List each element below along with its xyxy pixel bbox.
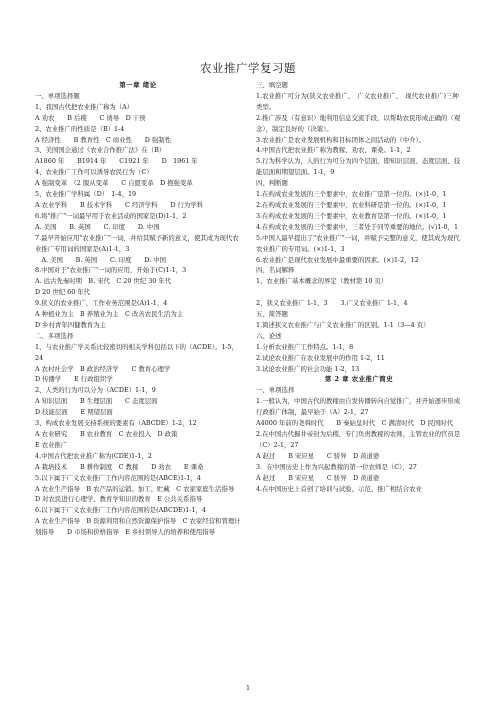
text-line: A1860 年 B1914 年 C1921 年 D 1961 年 xyxy=(35,157,198,166)
text-line: 5.行为科学认为，人的行为可分为四个层面，即知识层面、态度层面、技能层面和期望层面。1-1，9 xyxy=(256,157,461,177)
text-line: 一、单项选择题 xyxy=(35,91,80,100)
text-line: 2.推广涉及（有意识）地利用信息交流手段，以帮助农民形成正确的（观念），制定良好的（决策）。 xyxy=(256,113,461,133)
text-line: A 农业生产指导 B 农产品的运销、加工、贮藏 C 农家家庭生活指导 D 对农民进行心理学、教育学知识的教育 E 公共关系指导 xyxy=(35,484,248,504)
text-line: 2、狭义农业推广 1-1，3 3.广义农业推广 1-1，4 xyxy=(256,299,408,308)
text-line: A 知识层面 B 生理层面 C 态度层面 xyxy=(35,397,158,406)
text-line: A 农业生产指导 B 资源利用和自然资源保护指导 C 农家经营和管理计划指导 D 市场和价格指导 E 乡村领导人的培养和使用指导 xyxy=(35,517,241,537)
text-line: 5.中国人最早提出了"农业推广"一词，并赋予完整的意义，使其成为现代农业推广的专用词。(×)1-1，3 xyxy=(256,233,460,253)
text-line: A. 美国 B. 英国 C. 印度 D. 中国 xyxy=(35,255,166,264)
text-line: A 农业研究 B 农业教育 C 农业投入 D 政策 xyxy=(35,430,178,438)
text-line: 3、美国国会通过《农业合作推广法》在（B） xyxy=(35,146,166,155)
text-line: A. 远古先秦时期 B. 宋代 C 20 世纪 30 年代 xyxy=(35,277,172,286)
text-line: 1、与农业推广学关系比较密切的相关学科包括以下的（ACDE）。1-5，24 xyxy=(35,342,238,362)
text-line: 四、名词解释 xyxy=(256,266,295,275)
text-line: A 劝农 B 后稷 C 诱导 D 干预 xyxy=(35,113,146,122)
text-line: 1.在构成农业发展的三个要素中，农业推广是第一位的。(×)1-0，1 xyxy=(256,190,447,199)
text-line: A4000 年前的尧舜时代 B 秦始皇时代 C 满清时代 D 民国时代 xyxy=(256,419,454,428)
text-line: 4.在中国历史上首创了培训与试验、示范、推广相结合农业 xyxy=(256,484,422,493)
text-line xyxy=(256,287,462,298)
text-line: 7.最早开始应用"农业推广"一词，并给其赋予新的意义，使其成为现代农业推广专用词的国家是(A)1-1，3 xyxy=(35,233,239,253)
text-line: 2.在中国古代掘井帝封为后稷，专门负责教稼的农师，主管农业的官员是（C）2-1，27 xyxy=(256,429,461,449)
text-line: D 技能层面 E 期望层面 xyxy=(35,408,113,417)
text-line: 6.农业推广是现代农业发展中最重要的因素。(×)1-2，12 xyxy=(256,255,419,264)
text-line: 8.中国对于"农业推广"一词的应用，开始于(C)1-1，3 xyxy=(35,266,187,275)
text-line: 3.在构成农业发展的三个要素中，农业教育是第一位的。(×)1-0，1 xyxy=(256,211,447,220)
text-line: 1.简述狭义农业推广与广义农业推广的区别。1-1（3—4 页） xyxy=(256,320,430,329)
text-line: 9.狭义的农业推广，工作业务范围是(A)1-1，4 xyxy=(35,299,168,308)
text-line: A. 美国 B. 英国 C. 印度 D. 中国 xyxy=(35,222,160,231)
text-line: 3．在中国历史上作为兴起教稼的第一位农师是（C），27 xyxy=(256,462,417,471)
text-line: 1.一般认为，中国古代的教稼由自发传播转向自觉推广，并开始逐步形成行政推广体制，最早始于（A）2-1，27 xyxy=(256,397,461,417)
section-heading: 第一章 绪论 xyxy=(119,81,157,89)
text-line: 3、构成农业发展支持系统的要素有（ABCDE）1-2，12 xyxy=(35,419,197,428)
text-line: D 乡村青年四健教育为主 xyxy=(35,320,107,329)
text-line: 4.中国古代把农业推广称为(CDE)1-1，2 xyxy=(35,451,152,460)
text-line: 3.农业推广是农业发展机构和目标团体之间活动的（中介）。 xyxy=(256,135,426,144)
text-line: A 赵过 B 宋应星 C 骄异 D 黄道婆 xyxy=(256,473,380,482)
text-line: 四、判断题 xyxy=(256,179,288,188)
text-line: 6.以下属于广义农业推广工作内容范围的是(ABCDE)1-1，4 xyxy=(35,506,206,515)
page-number: 1 xyxy=(245,684,251,692)
text-line: 6.将"推广"一词最早用于农业活动的国家是(D)1-1，2 xyxy=(35,211,187,220)
text-line: A 农村社会学 B 政治经济学 C 教育心理学 xyxy=(35,364,171,373)
text-line: 4.在构成农业发展的三个要素中，三者处于同等重要的地位。(√)1-0，1 xyxy=(256,222,459,231)
text-line: 4.中国古代把农业推广称为教稼、劝农、课桑。1-1，2 xyxy=(256,146,411,155)
text-line: D 20 世纪 60 年代 xyxy=(35,288,91,297)
text-line: A 赵过 B 宋应星 C 骄异 D 黄道婆 xyxy=(256,451,380,460)
text-line: 2、农业推广的性质是（B）1-4 xyxy=(35,124,125,133)
text-line: A 经济性 B 教育性 C 商业性 D 强制性 xyxy=(35,135,172,144)
section-heading: 第 2 章 农业推广简史 xyxy=(324,375,394,384)
text-line: 3.试论农业推广的社会功能 1-2，13 xyxy=(256,364,360,373)
text-line: 五、简答题 xyxy=(256,310,288,319)
text-line: 2.在构成农业发展的三个要素中，农业科研是第一位的。(×)1-0，1 xyxy=(256,200,447,209)
page-title: 农业推广学复习题 xyxy=(200,61,296,75)
text-line: 1、农业推广基本概念的界定（教材第 10 页） xyxy=(256,277,388,286)
text-line: 1.农业推广可分为(狭义农业推广、 广义农业推广、 现代农业推广)三种类型。 xyxy=(256,91,459,111)
text-line: 二、多项选择 xyxy=(35,331,74,340)
left-column xyxy=(35,80,248,538)
text-line: 三、填空题 xyxy=(256,81,288,89)
text-line: 2、人类的行为可以分为（ACDE）1-1，9 xyxy=(35,386,156,395)
text-line: A 农业学科 B 技术学科 C 经济学科 D 行为学科 xyxy=(35,200,204,209)
text-line: A 强制变革 （2 服从变革 C 自愿变革 D 抱强变革 xyxy=(35,179,193,188)
text-line: 5.以下属于广义农业推广工作内容范围的是(ABCE)1-1，4 xyxy=(35,473,201,482)
text-line: 1.分析农业推广工作特点。1-1，8 xyxy=(256,342,354,351)
text-line: A 栽培技术 B 耕作制度 C 教稼 D 劝农 E 课桑 xyxy=(35,462,204,471)
text-line: D 传播学 E 行政组织学 xyxy=(35,375,113,384)
text-line: 2.试论农业推广在农业发展中的作用 1-2，11 xyxy=(256,353,385,362)
text-line: A 种植业为主 B 养殖业为主 C 改善农民生活为主 xyxy=(35,310,184,319)
text-line: 六、论述 xyxy=(256,331,282,340)
right-column xyxy=(256,80,462,494)
text-line: 5、农业推广学科属（D） 1-4、19 xyxy=(35,190,137,199)
text-line: 1、我国古代把农业推广称为（A） xyxy=(35,102,134,111)
text-line: E 农业推广 xyxy=(35,440,68,449)
text-line: 4、农业推广工作可以诱导农民行为（C） xyxy=(35,168,153,177)
text-line: 一、单项选择 xyxy=(256,386,295,395)
